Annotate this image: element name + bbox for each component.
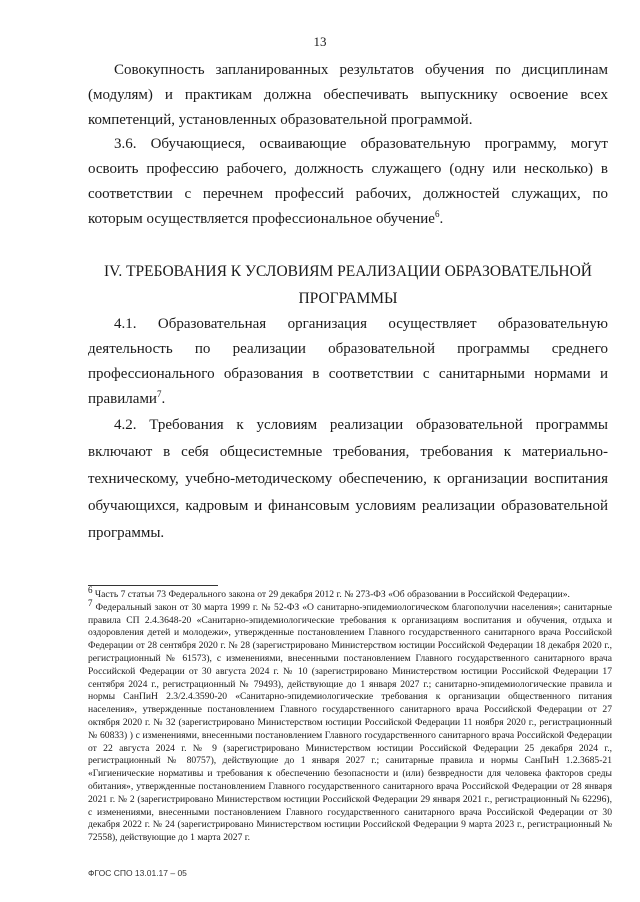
footnotes (88, 584, 612, 845)
page-footer: ФГОС СПО 13.01.17 – 05 (88, 868, 187, 878)
footnote-6-text: Часть 7 статьи 73 Федерального закона от 29 декабря 2012 г. № 273-ФЗ «Об образовании в Российской Федерации». (92, 589, 570, 600)
paragraph-4-2-text: 4.2. Требования к условиям реализации образовательной программы включают в себя общесистемные требования, требования к материально-техническому, учебно-методическому обеспечению, к организации воспитания обучающихся, кадровым и финансовым условиям реализации образовательной программы. (88, 417, 608, 541)
footnote-6 (88, 584, 612, 602)
paragraph-4-1-body (88, 312, 608, 412)
footnote-7-mark: 7 (88, 597, 93, 608)
section-heading-line2: ПРОГРАММЫ (298, 290, 398, 307)
footnote-divider (88, 585, 218, 586)
footnote-7-text: Федеральный закон от 30 марта 1999 г. № 52-ФЗ «О санитарно-эпидемиологическом благополучии населения»; санитарные правила СП 2.4.3648-20 «Санитарно-эпидемиологические требования к организациям воспитания и обучения, отдыха и оздоровления детей и молодежи», утвержденные постановлением Главного государственного санитарного врача Российской Федерации от 28 сентября 2020 г. № 28 (зарегистрировано Министерством юстиции Российской Федерации 18 декабря 2020 г., регистрационный № 61573), с изменениями, внесенными постановлением Главного государственного санитарного врача Российской Федерации от 30 августа 2024 г. № 10 (зарегистрировано Министерством юстиции Российской Федерации 17 сентября 2024 г., регистрационный № 79493), действующие до 1 января 2027 г.; санитарно-эпидемиологические правила и нормы СанПиН 2.3/2.4.3590-20 «Санитарно-эпидемиологические требования к организации общественного питания населения», утвержденные постановлением Главного государственного санитарного врача Российской Федерации от 27 октября 2020 г. № 32 (зарегистрировано Министерством юстиции Российской Федерации 11 ноября 2020 г., регистрационный № 60833) ) с изменениями, внесенными постановлением Главного государственного санитарного врача Российской Федерации от 22 августа 2024 г. № 9 (зарегистрировано Министерством юстиции Российской Федерации 25 декабря 2024 г., регистрационный № 80757), действующие до 1 января 2027 г.; санитарные правила и нормы СанПиН 1.2.3685-21 «Гигиенические нормативы и требования к обеспечению безопасности и (или) безвредности для человека факторов среды обитания», утвержденные постановлением Главного государственного санитарного врача Российской Федерации от 28 января 2021 г. № 2 (зарегистрировано Министерством юстиции Российской Федерации 29 января 2021 г., регистрационный № 62296), с изменениями, внесенными постановлением Главного государственного санитарного врача Российской Федерации от 30 декабря 2022 г. № 24 (зарегистрировано Министерством юстиции Российской Федерации 9 марта 2023 г., регистрационный № 72558), действующие до 1 марта 2027 г. (88, 601, 612, 844)
section-heading-line1: IV. ТРЕБОВАНИЯ К УСЛОВИЯМ РЕАЛИЗАЦИИ ОБРАЗОВАТЕЛЬНОЙ (103, 263, 592, 280)
paragraph-3-6-end: . (439, 211, 444, 227)
page-number: 13 (313, 34, 327, 49)
paragraph-4-1-end: . (161, 391, 166, 407)
paragraph-4-2 (88, 412, 608, 547)
footnote-7 (88, 597, 612, 845)
paragraph-3-6 (88, 132, 608, 232)
paragraph-3-6-body (88, 132, 608, 232)
section-heading (88, 258, 608, 312)
footnote-ref-6[interactable]: 6 (434, 209, 440, 219)
paragraph-intro (88, 58, 608, 133)
paragraph-4-1 (88, 312, 608, 412)
footnote-6-mark: 6 (88, 584, 93, 595)
footnote-ref-7[interactable]: 7 (156, 389, 162, 399)
paragraph-intro-text: Совокупность запланированных результатов обучения по дисциплинам (модулям) и практикам должна обеспечивать выпускнику освоение всех компетенций, установленных образовательной программой. (88, 62, 608, 128)
paragraph-3-6-text: 3.6. Обучающиеся, осваивающие образовательную программу, могут освоить профессию рабочего, должность служащего (одну или несколько) в соответствии с перечнем профессий рабочих, должностей служащих, по которым осуществляется профессиональное обучение (88, 136, 608, 227)
paragraph-4-1-text: 4.1. Образовательная организация осуществляет образовательную деятельность по реализации образовательной программы среднего профессионального образования в соответствии с санитарными нормами и правилами (88, 316, 608, 407)
